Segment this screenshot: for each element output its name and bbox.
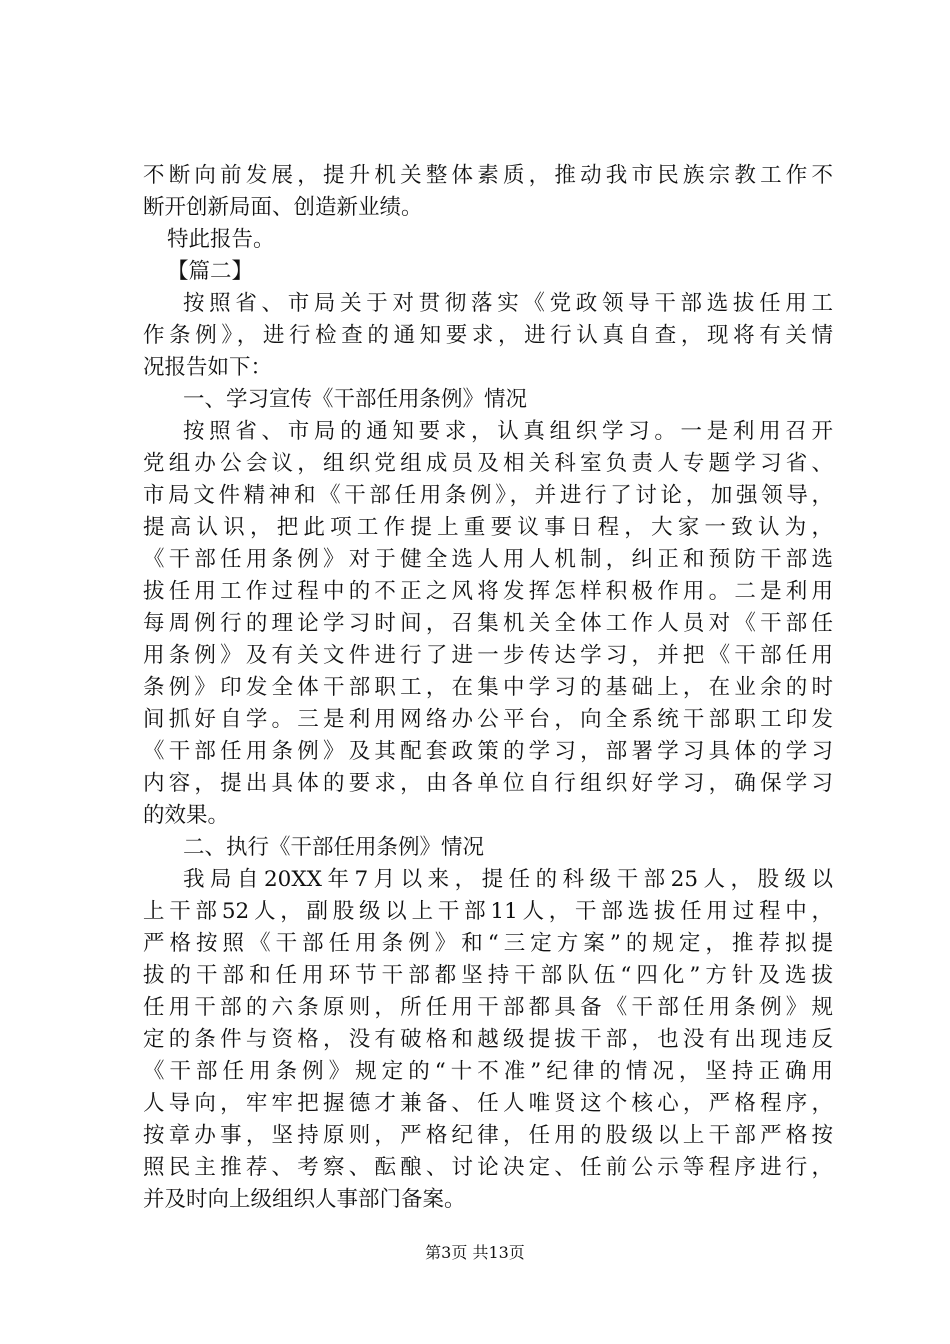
text-line: 拔的干部和任用环节干部都坚持干部队伍“四化”方针及选拔 <box>143 963 833 988</box>
paragraph-intro <box>143 288 833 384</box>
closing-line <box>143 224 833 256</box>
text-line: 况报告如下： <box>143 355 273 380</box>
text-line: 条例》印发全体干部职工，在集中学习的基础上，在业余的时 <box>143 675 833 700</box>
text-line: 二、执行《干部任用条例》情况 <box>183 835 485 860</box>
page-number: 第3页 共13页 <box>425 1243 525 1262</box>
text-line: 特此报告。 <box>167 227 275 252</box>
text-line: 党组办公会议，组织党组成员及相关科室负责人专题学习省、 <box>143 451 833 476</box>
heading-study-promotion <box>143 384 833 416</box>
text-line: 的效果。 <box>143 803 230 828</box>
text-line: 严格按照《干部任用条例》和“三定方案”的规定，推荐拟提 <box>143 931 833 956</box>
text-line: 上干部52人，副股级以上干部11人，干部选拔任用过程中， <box>143 899 833 924</box>
text-line: 我局自20XX年7月以来，提任的科级干部25人，股级以 <box>183 867 833 892</box>
text-line: 内容，提出具体的要求，由各单位自行组织好学习，确保学习 <box>143 771 833 796</box>
text-line: 【篇二】 <box>167 259 254 284</box>
text-line: 不断向前发展，提升机关整体素质，推动我市民族宗教工作不 <box>143 163 833 188</box>
text-line: 断开创新局面、创造新业绩。 <box>143 195 423 220</box>
text-line: 照民主推荐、考察、酝酿、讨论决定、任前公示等程序进行， <box>143 1155 833 1180</box>
text-line: 作条例》，进行检查的通知要求，进行认真自查，现将有关情 <box>143 323 833 348</box>
text-line: 提高认识，把此项工作提上重要议事日程，大家一致认为， <box>143 515 833 540</box>
text-line: 一、学习宣传《干部任用条例》情况 <box>183 387 528 412</box>
text-line: 拔任用工作过程中的不正之风将发挥怎样积极作用。二是利用 <box>143 579 833 604</box>
text-line: 每周例行的理论学习时间，召集机关全体工作人员对《干部任 <box>143 611 833 636</box>
text-line: 按照省、市局关于对贯彻落实《党政领导干部选拔任用工 <box>183 291 833 316</box>
text-line: 按照省、市局的通知要求，认真组织学习。一是利用召开 <box>183 419 833 444</box>
text-line: 用条例》及有关文件进行了进一步传达学习，并把《干部任用 <box>143 643 833 668</box>
text-line: 并及时向上级组织人事部门备案。 <box>143 1187 466 1212</box>
text-line: 《干部任用条例》规定的“十不准”纪律的情况，坚持正确用 <box>143 1059 833 1084</box>
text-line: 《干部任用条例》对于健全选人用人机制，纠正和预防干部选 <box>143 547 833 572</box>
text-line: 间抓好自学。三是利用网络办公平台，向全系统干部职工印发 <box>143 707 833 732</box>
section-title <box>143 256 833 288</box>
text-line: 市局文件精神和《干部任用条例》，并进行了讨论，加强领导， <box>143 483 833 508</box>
text-line: 按章办事，坚持原则，严格纪律，任用的股级以上干部严格按 <box>143 1123 833 1148</box>
heading-implementation <box>143 832 833 864</box>
text-line: 《干部任用条例》及其配套政策的学习，部署学习具体的学习 <box>143 739 833 764</box>
paragraph-continuation <box>143 160 833 224</box>
text-line: 定的条件与资格，没有破格和越级提拔干部，也没有出现违反 <box>143 1027 833 1052</box>
text-line: 任用干部的六条原则，所任用干部都具备《干部任用条例》规 <box>143 995 833 1020</box>
document-body <box>143 160 833 1216</box>
paragraph-implementation <box>143 864 833 1216</box>
paragraph-study <box>143 416 833 832</box>
text-line: 人导向，牢牢把握德才兼备、任人唯贤这个核心，严格程序， <box>143 1091 833 1116</box>
